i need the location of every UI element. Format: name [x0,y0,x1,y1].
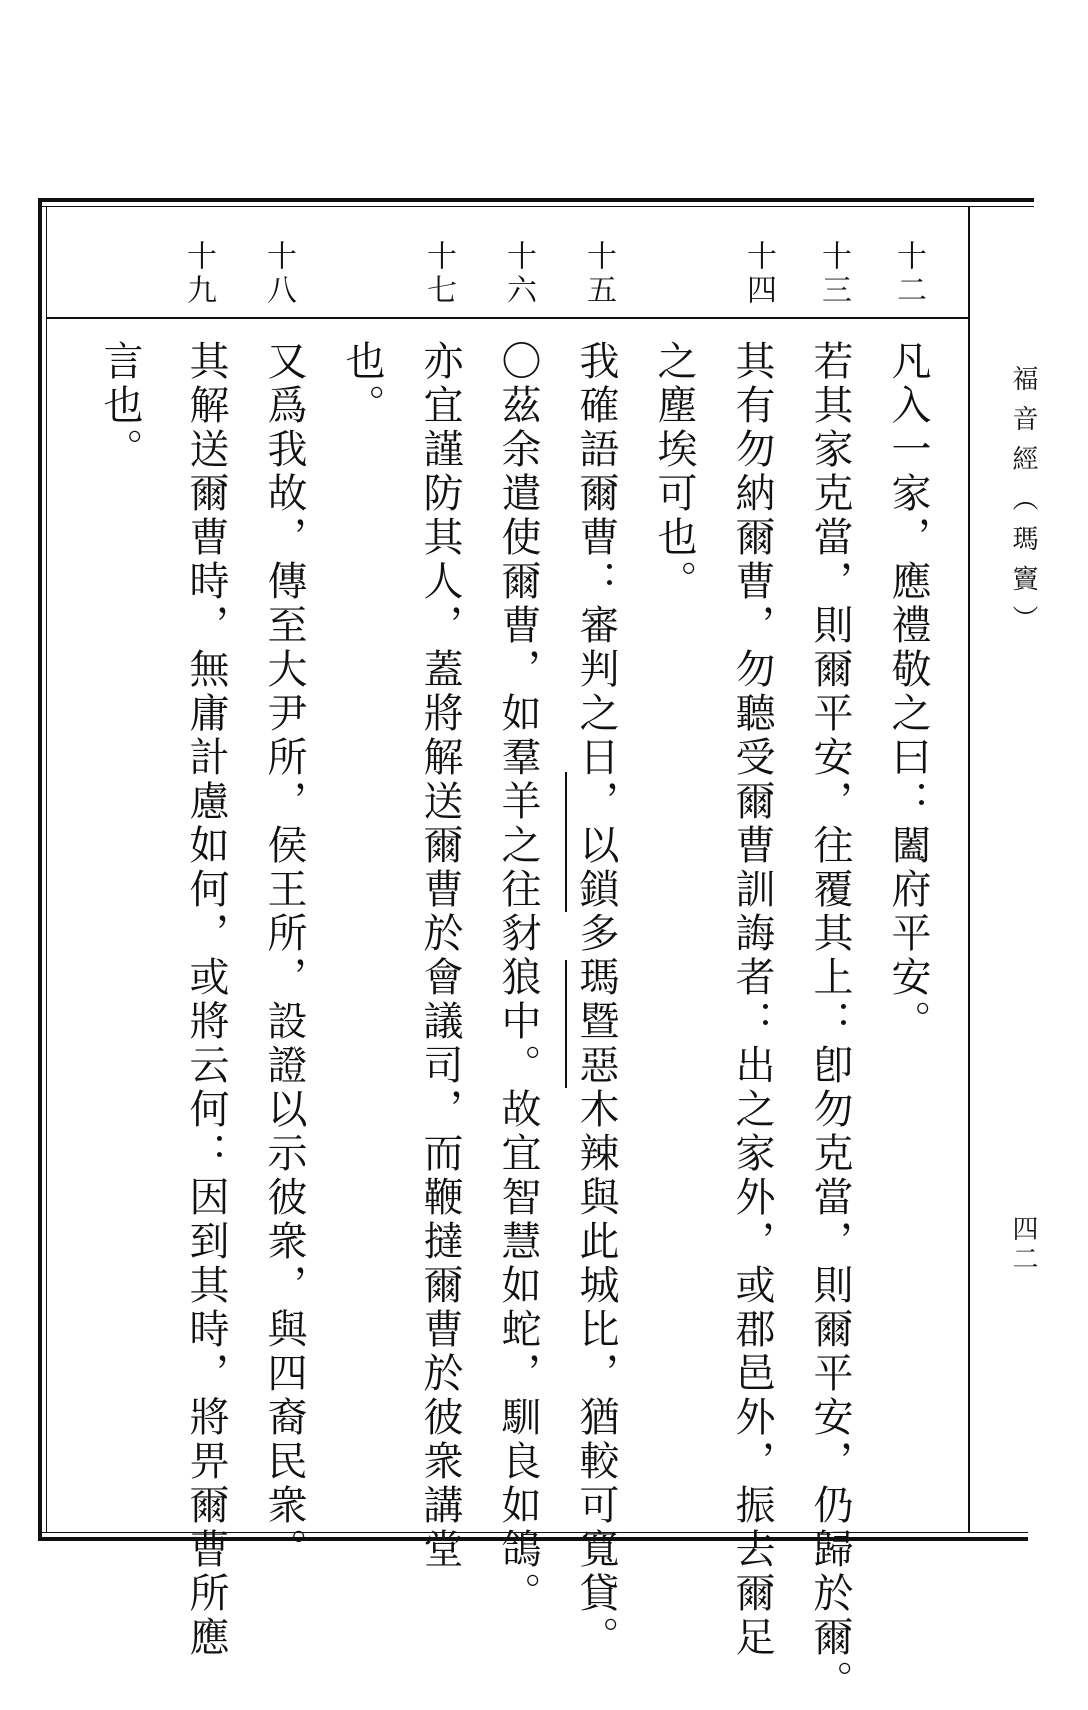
verse-number-divider [46,317,968,319]
verse-number-16: 十六 [501,240,536,308]
frame-top-border [38,198,1034,202]
verse-number-15: 十五 [581,240,616,308]
running-title: 福音經（瑪竇） [1008,365,1038,645]
text-line-4: 之塵埃可也。 [651,340,697,604]
text-line-9: 又爲我故，傳至大尹所，侯王所，設證以示彼衆，與四裔民衆。 [261,340,307,1572]
frame-top-inner-border [38,206,1034,207]
verse-number-19: 十九 [181,240,216,308]
text-line-6: 〇茲余遣使爾曹，如羣羊之往豺狼中。故宜智慧如蛇，馴良如鴿。 [495,340,541,1616]
proper-name-mark [565,772,567,912]
text-line-11: 言也。 [97,340,143,472]
text-line-10: 其解送爾曹時，無庸計慮如何，或將云何：因到其時，將畀爾曹所應 [183,340,229,1660]
verse-number-17: 十七 [421,240,456,308]
page-number: 四二 [1008,1215,1038,1275]
frame-left-border [38,198,42,1541]
proper-name-mark [565,960,567,1088]
frame-right-border [968,206,970,1533]
text-line-3: 其有勿納爾曹，勿聽受爾曹訓誨者：出之家外，或郡邑外，振去爾足 [729,340,775,1660]
verse-number-12: 十二 [891,240,926,308]
verse-number-13: 十三 [816,240,851,308]
verse-number-14: 十四 [741,240,776,308]
text-line-5: 我確語爾曹：審判之日，以鎖多瑪暨惡木辣與此城比，猶較可寬貸。 [573,340,619,1660]
text-line-2: 若其家克當，則爾平安，往覆其上：卽勿克當，則爾平安，仍歸於爾。 [807,340,853,1704]
text-line-8: 也。 [339,340,385,428]
text-line-7: 亦宜謹防其人，蓋將解送爾曹於會議司，而鞭撻爾曹於彼衆講堂 [417,340,463,1572]
frame-left-inner-border [46,206,47,1533]
text-line-1: 凡入一家，應禮敬之曰：闔府平安。 [885,340,931,1044]
verse-number-18: 十八 [261,240,296,308]
